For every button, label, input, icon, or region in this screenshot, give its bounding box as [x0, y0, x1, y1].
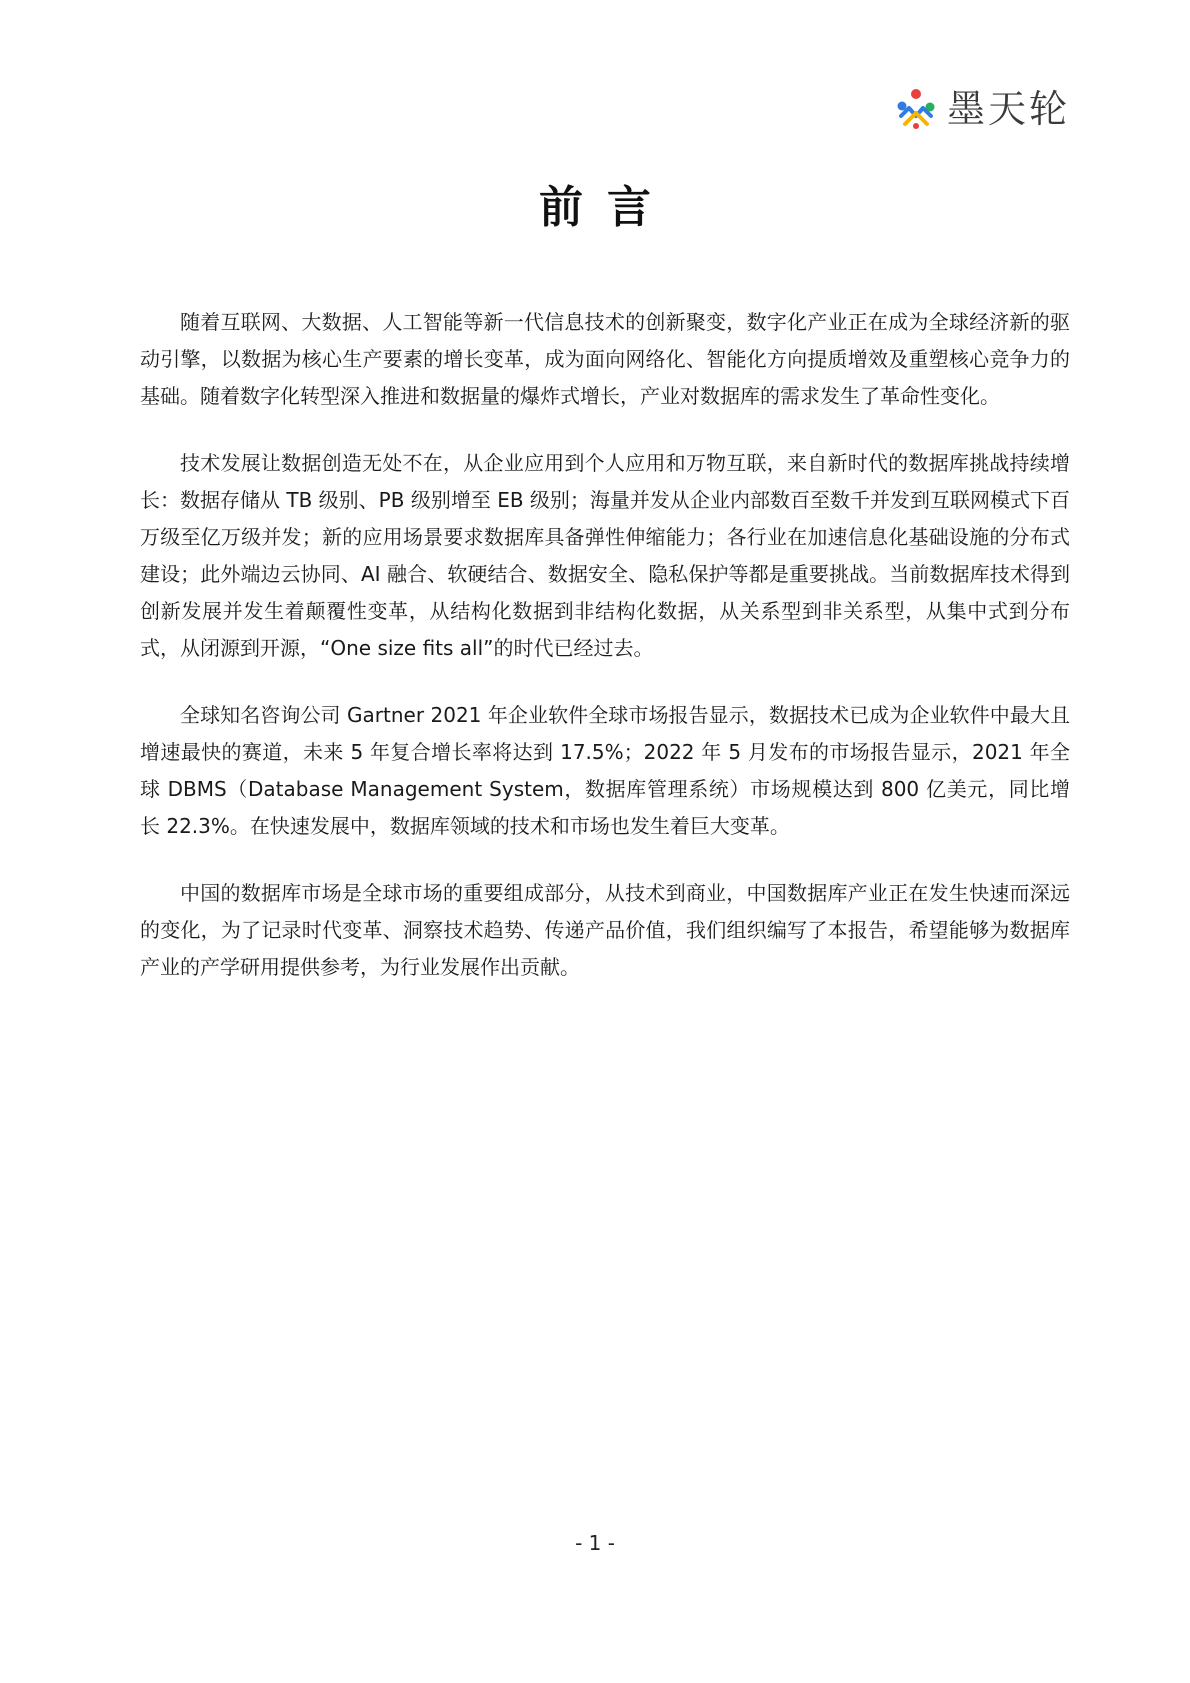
logo-text: 墨天轮 — [946, 87, 1070, 131]
page-title: 前言 — [539, 182, 675, 233]
brand-logo — [893, 86, 1070, 132]
paragraph-4: 中国的数据库市场是全球市场的重要组成部分，从技术到商业，中国数据库产业正在发生快速而深远的变化，为了记录时代变革、洞察技术趋势、传递产品价值，我们组织编写了本报告，希望能够为数据库产业的产学研用提供参考，为行业发展作出贡献。 — [140, 881, 1070, 979]
page-number: - 1 - — [575, 1531, 615, 1555]
paragraph-1: 随着互联网、大数据、人工智能等新一代信息技术的创新聚变，数字化产业正在成为全球经济新的驱动引擎，以数据为核心生产要素的增长变革，成为面向网络化、智能化方向提质增效及重塑核心竞争力的基础。随着数字化转型深入推进和数据量的爆炸式增长，产业对数据库的需求发生了革命性变化。 — [140, 310, 1070, 408]
paragraph-2: 技术发展让数据创造无处不在，从企业应用到个人应用和万物互联，来自新时代的数据库挑战持续增长：数据存储从 TB 级别、PB 级别增至 EB 级别；海量并发从企业内部数百至数千并发到互联网模式下百万级至亿万级并发；新的应用场景要求数据库具备弹性伸缩能力；各行业在加速信息化基础设施的分布式建设；此外端边云协同、AI 融合、软硬结合、数据安全、隐私保护等都是重要挑战。当前数据库技术得到创新发展并发生着颠覆性变革，从结构化数据到非结构化数据，从关系型到非关系型，从集中式到分布式，从闭源到开源，“One size fits all”的时代已经过去。 — [140, 451, 1070, 660]
paragraph-3: 全球知名咨询公司 Gartner 2021 年企业软件全球市场报告显示，数据技术已成为企业软件中最大且增速最快的赛道，未来 5 年复合增长率将达到 17.5%；2022 年 5 月发布的市场报告显示，2021 年全球 DBMS（Database Management System，数据库管理系统）市场规模达到 800 亿美元，同比增长 22.3%。在快速发展中，数据库领域的技术和市场也发生着巨大变革。 — [140, 703, 1070, 838]
motianlun-logo-icon — [893, 86, 939, 132]
document-body — [140, 304, 1070, 1016]
